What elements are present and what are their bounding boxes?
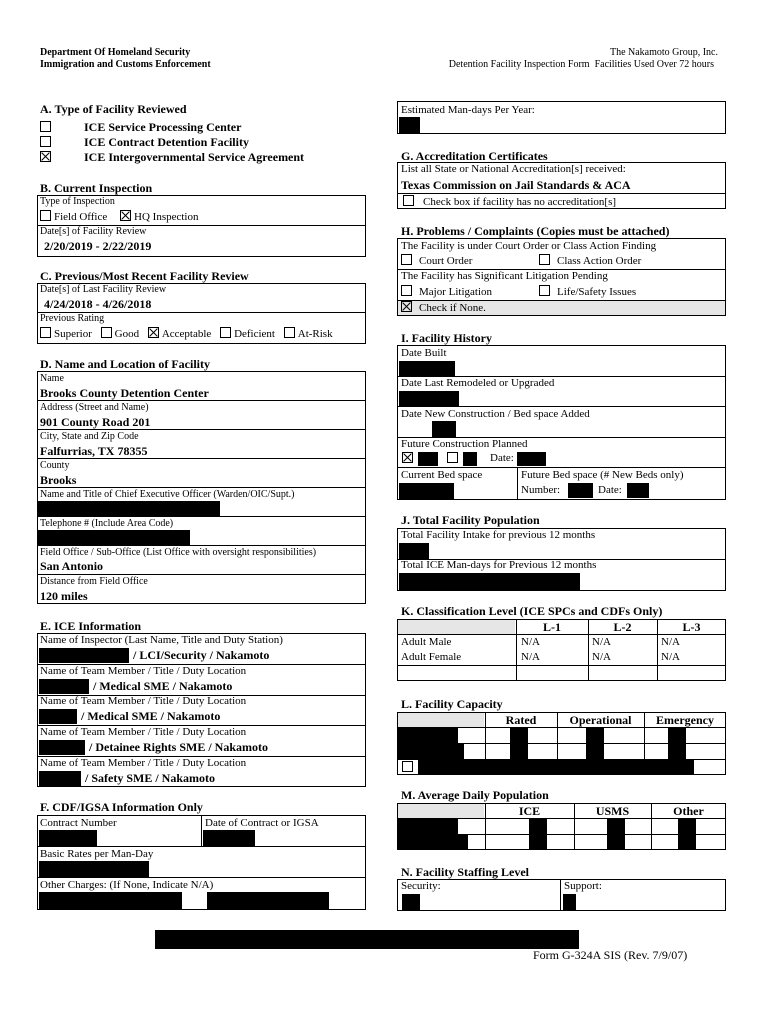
- court-order-label: Court Order: [419, 255, 473, 267]
- redaction-block: [39, 892, 182, 909]
- checkbox-icon[interactable]: [40, 210, 51, 221]
- company-name: The Nakamoto Group, Inc.: [609, 47, 718, 58]
- redaction-block: [398, 835, 468, 849]
- col-header-l1: L-1: [543, 620, 561, 634]
- redaction-block: [529, 819, 547, 849]
- redaction-block: [398, 744, 464, 759]
- section-c-title: C. Previous/Most Recent Facility Review: [40, 269, 249, 283]
- contract-date-label: Date of Contract or IGSA: [205, 817, 319, 829]
- none-option[interactable]: [401, 301, 486, 314]
- county-label: County: [40, 460, 70, 471]
- team-member-4-value: / Safety SME / Nakamoto: [85, 771, 215, 785]
- team-member-2-label: Name of Team Member / Title / Duty Location: [40, 695, 247, 707]
- section-j-title: J. Total Facility Population: [401, 513, 540, 527]
- redaction-block: [39, 830, 97, 846]
- col-header-l2: L-2: [613, 620, 632, 634]
- col-header-l3: L-3: [682, 620, 701, 634]
- field-office-value: San Antonio: [40, 559, 104, 573]
- redaction-block: [586, 728, 604, 759]
- option-label: ICE Contract Detention Facility: [84, 135, 249, 149]
- class-action-option[interactable]: [539, 254, 641, 267]
- rating-deficient[interactable]: Deficient: [234, 328, 275, 340]
- telephone-label: Telephone # (Include Area Code): [40, 518, 174, 529]
- section-f-title: F. CDF/IGSA Information Only: [40, 800, 203, 814]
- life-safety-label: Life/Safety Issues: [557, 286, 637, 298]
- contract-number-label: Contract Number: [40, 817, 117, 829]
- team-member-2-value: / Medical SME / Nakamoto: [81, 709, 221, 723]
- date-built-label: Date Built: [401, 347, 447, 359]
- future-construction-label: Future Construction Planned: [401, 438, 528, 450]
- no-accreditation-option[interactable]: [403, 195, 616, 208]
- none-label: Check if None.: [419, 302, 486, 314]
- checkbox-icon[interactable]: [539, 254, 550, 265]
- col-header-emergency: Emergency: [656, 713, 714, 727]
- redaction-block: [37, 530, 190, 546]
- address-label: Address (Street and Name): [40, 402, 149, 413]
- rating-superior[interactable]: Superior: [54, 328, 92, 340]
- accreditation-list-label: List all State or National Accreditation[s] received:: [401, 163, 626, 175]
- table-corner-shading: [398, 620, 515, 634]
- redaction-block: [563, 894, 576, 911]
- future-date-label: Date:: [490, 452, 514, 464]
- checkbox-icon[interactable]: [40, 121, 51, 132]
- checkbox-icon[interactable]: [284, 327, 295, 338]
- major-litigation-option[interactable]: [401, 285, 492, 298]
- table-corner-shading: [398, 804, 484, 818]
- section-i-title: I. Facility History: [401, 331, 492, 345]
- table-cell: N/A: [592, 651, 611, 663]
- inspector-label: Name of Inspector (Last Name, Title and Duty Station): [40, 634, 283, 646]
- checkbox-icon[interactable]: [403, 195, 414, 206]
- checked-checkbox-icon[interactable]: [120, 210, 131, 221]
- last-review-dates-label: Date[s] of Last Facility Review: [40, 284, 167, 295]
- col-header-operational: Operational: [569, 713, 632, 727]
- redaction-block: [39, 861, 149, 877]
- ice-mandays-label: Total ICE Man-days for Previous 12 months: [401, 559, 597, 571]
- address-value: 901 County Road 201: [40, 415, 151, 429]
- checkbox-icon[interactable]: [220, 327, 231, 338]
- county-value: Brooks: [40, 473, 77, 487]
- col-header-ice: ICE: [518, 804, 541, 818]
- life-safety-option[interactable]: [539, 285, 636, 298]
- section-d-title: D. Name and Location of Facility: [40, 357, 210, 371]
- previous-rating-options: [40, 327, 333, 340]
- redaction-block: [398, 728, 458, 743]
- redaction-block: [678, 819, 696, 849]
- checked-checkbox-icon[interactable]: [148, 327, 159, 338]
- table-cell: N/A: [521, 636, 540, 648]
- redaction-block: [39, 648, 129, 663]
- facility-type-option-3[interactable]: [40, 150, 304, 165]
- redaction-block: [627, 483, 649, 498]
- redaction-block: [399, 543, 429, 559]
- security-staff-label: Security:: [401, 880, 441, 892]
- rating-acceptable[interactable]: Acceptable: [161, 328, 212, 340]
- field-office-option[interactable]: Field Office: [54, 211, 108, 223]
- table-cell: N/A: [592, 636, 611, 648]
- checked-checkbox-icon[interactable]: [402, 452, 413, 463]
- support-staff-label: Support:: [564, 880, 602, 892]
- checkbox-icon[interactable]: [401, 254, 412, 265]
- team-member-3-label: Name of Team Member / Title / Duty Location: [40, 726, 247, 738]
- inspector-value: / LCI/Security / Nakamoto: [133, 648, 270, 662]
- checkbox-icon[interactable]: [539, 285, 550, 296]
- row-label-adult-female: Adult Female: [401, 651, 462, 663]
- redaction-block: [399, 117, 420, 133]
- redaction-block: [399, 361, 455, 376]
- rating-good[interactable]: Good: [114, 328, 140, 340]
- redaction-block: [510, 728, 528, 759]
- section-e-title: E. ICE Information: [40, 619, 142, 633]
- form-scope-text: Facilities Used Over 72 hours: [594, 59, 714, 70]
- checked-checkbox-icon[interactable]: [401, 301, 412, 312]
- inspection-type-label: Type of Inspection: [40, 196, 115, 207]
- facility-type-option-2[interactable]: [40, 135, 249, 150]
- redaction-block: [418, 759, 694, 775]
- section-h-title: H. Problems / Complaints (Copies must be attached): [401, 224, 670, 238]
- facility-intake-label: Total Facility Intake for previous 12 months: [401, 529, 596, 541]
- section-m-title: M. Average Daily Population: [401, 788, 549, 802]
- agency-line1: Department Of Homeland Security: [40, 47, 191, 58]
- redaction-block: [517, 452, 546, 466]
- ceo-label: Name and Title of Chief Executive Officer (Warden/OIC/Supt.): [40, 489, 295, 500]
- facility-name-label: Name: [40, 373, 64, 384]
- checkbox-icon[interactable]: [40, 327, 51, 338]
- checkbox-icon[interactable]: [447, 452, 458, 463]
- redaction-block: [568, 483, 593, 498]
- table-cell: N/A: [521, 651, 540, 663]
- litigation-heading: The Facility has Significant Litigation Pending: [401, 270, 608, 282]
- no-accreditation-label: Check box if facility has no accreditation[s]: [423, 196, 617, 208]
- form-title-text: Detention Facility Inspection Form: [448, 59, 590, 70]
- section-b-title: B. Current Inspection: [40, 181, 153, 195]
- checkbox-icon[interactable]: [40, 136, 51, 147]
- last-review-dates-value: 4/24/2018 - 4/26/2018: [44, 297, 152, 311]
- form-title: [449, 59, 714, 70]
- class-action-label: Class Action Order: [557, 255, 642, 267]
- inspection-type-options: [40, 210, 198, 223]
- basic-rates-label: Basic Rates per Man-Day: [40, 848, 154, 860]
- future-bed-number-label: Number:: [521, 484, 561, 496]
- redaction-block: [39, 740, 85, 755]
- team-member-3-value: / Detainee Rights SME / Nakamoto: [89, 740, 268, 754]
- court-order-option[interactable]: [401, 254, 472, 267]
- checkbox-icon[interactable]: [402, 761, 413, 772]
- option-label: ICE Service Processing Center: [84, 120, 242, 134]
- rating-at-risk[interactable]: At-Risk: [297, 328, 333, 340]
- table-corner-shading: [398, 713, 484, 727]
- accreditation-value: Texas Commission on Jail Standards & ACA: [401, 178, 631, 192]
- team-member-1-label: Name of Team Member / Title / Duty Location: [40, 665, 247, 677]
- footer-redaction: [155, 930, 579, 949]
- section-a-title: A. Type of Facility Reviewed: [40, 102, 187, 116]
- agency-line2: Immigration and Customs Enforcement: [40, 59, 211, 70]
- facility-name-value: Brooks County Detention Center: [40, 386, 209, 400]
- redaction-block: [463, 452, 477, 466]
- section-g-title: G. Accreditation Certificates: [401, 149, 548, 163]
- major-litigation-label: Major Litigation: [419, 286, 493, 298]
- table-cell: N/A: [661, 651, 680, 663]
- mandays-label: Estimated Man-days Per Year:: [401, 104, 535, 116]
- col-header-usms: USMS: [595, 804, 630, 818]
- team-member-4-label: Name of Team Member / Title / Duty Location: [40, 757, 247, 769]
- redaction-block: [207, 892, 329, 909]
- checked-checkbox-icon[interactable]: [40, 151, 51, 162]
- table-cell: N/A: [661, 636, 680, 648]
- city-value: Falfurrias, TX 78355: [40, 444, 148, 458]
- review-dates-label: Date[s] of Facility Review: [40, 226, 147, 237]
- redaction-block: [39, 679, 89, 694]
- capacity-total-option: [402, 761, 416, 774]
- new-construction-label: Date New Construction / Bed space Added: [401, 408, 590, 420]
- section-l-title: L. Facility Capacity: [401, 697, 503, 711]
- redaction-block: [39, 709, 77, 724]
- row-label-adult-male: Adult Male: [401, 636, 452, 648]
- future-bed-label: Future Bed space (# New Beds only): [521, 469, 684, 481]
- field-office-label: Field Office / Sub-Office (List Office with oversight responsibilities): [40, 547, 317, 558]
- redaction-block: [399, 573, 580, 590]
- section-k-title: K. Classification Level (ICE SPCs and CDFs Only): [401, 604, 663, 618]
- remodeled-label: Date Last Remodeled or Upgraded: [401, 377, 555, 389]
- future-bed-date-label: Date:: [598, 484, 622, 496]
- distance-value: 120 miles: [40, 589, 88, 603]
- redaction-block: [668, 728, 686, 759]
- redaction-block: [418, 452, 438, 466]
- future-construction-options: [402, 452, 416, 465]
- redaction-block: [402, 894, 420, 911]
- redaction-block: [37, 501, 220, 517]
- checkbox-icon[interactable]: [401, 285, 412, 296]
- redaction-block: [399, 483, 454, 499]
- redaction-block: [432, 421, 456, 437]
- previous-rating-label: Previous Rating: [40, 313, 105, 324]
- court-order-heading: The Facility is under Court Order or Class Action Finding: [401, 240, 657, 252]
- col-header-other: Other: [673, 804, 704, 818]
- redaction-block: [399, 391, 459, 406]
- current-bed-label: Current Bed space: [401, 469, 483, 481]
- facility-type-option-1[interactable]: [40, 120, 241, 135]
- city-label: City, State and Zip Code: [40, 431, 139, 442]
- redaction-block: [607, 819, 625, 849]
- redaction-block: [398, 819, 458, 834]
- review-dates-value: 2/20/2019 - 2/22/2019: [44, 239, 152, 253]
- redaction-block: [203, 830, 255, 846]
- distance-label: Distance from Field Office: [40, 576, 148, 587]
- team-member-1-value: / Medical SME / Nakamoto: [93, 679, 233, 693]
- option-label: ICE Intergovernmental Service Agreement: [84, 150, 305, 164]
- form-number: Form G-324A SIS (Rev. 7/9/07): [533, 948, 688, 962]
- other-charges-label: Other Charges: (If None, Indicate N/A): [40, 879, 214, 891]
- redaction-block: [39, 771, 81, 786]
- section-n-box: [397, 879, 726, 911]
- section-n-title: N. Facility Staffing Level: [401, 865, 529, 879]
- hq-inspection-option[interactable]: HQ Inspection: [134, 211, 199, 223]
- col-header-rated: Rated: [505, 713, 537, 727]
- future-construction-option-2: [447, 452, 461, 465]
- checkbox-icon[interactable]: [101, 327, 112, 338]
